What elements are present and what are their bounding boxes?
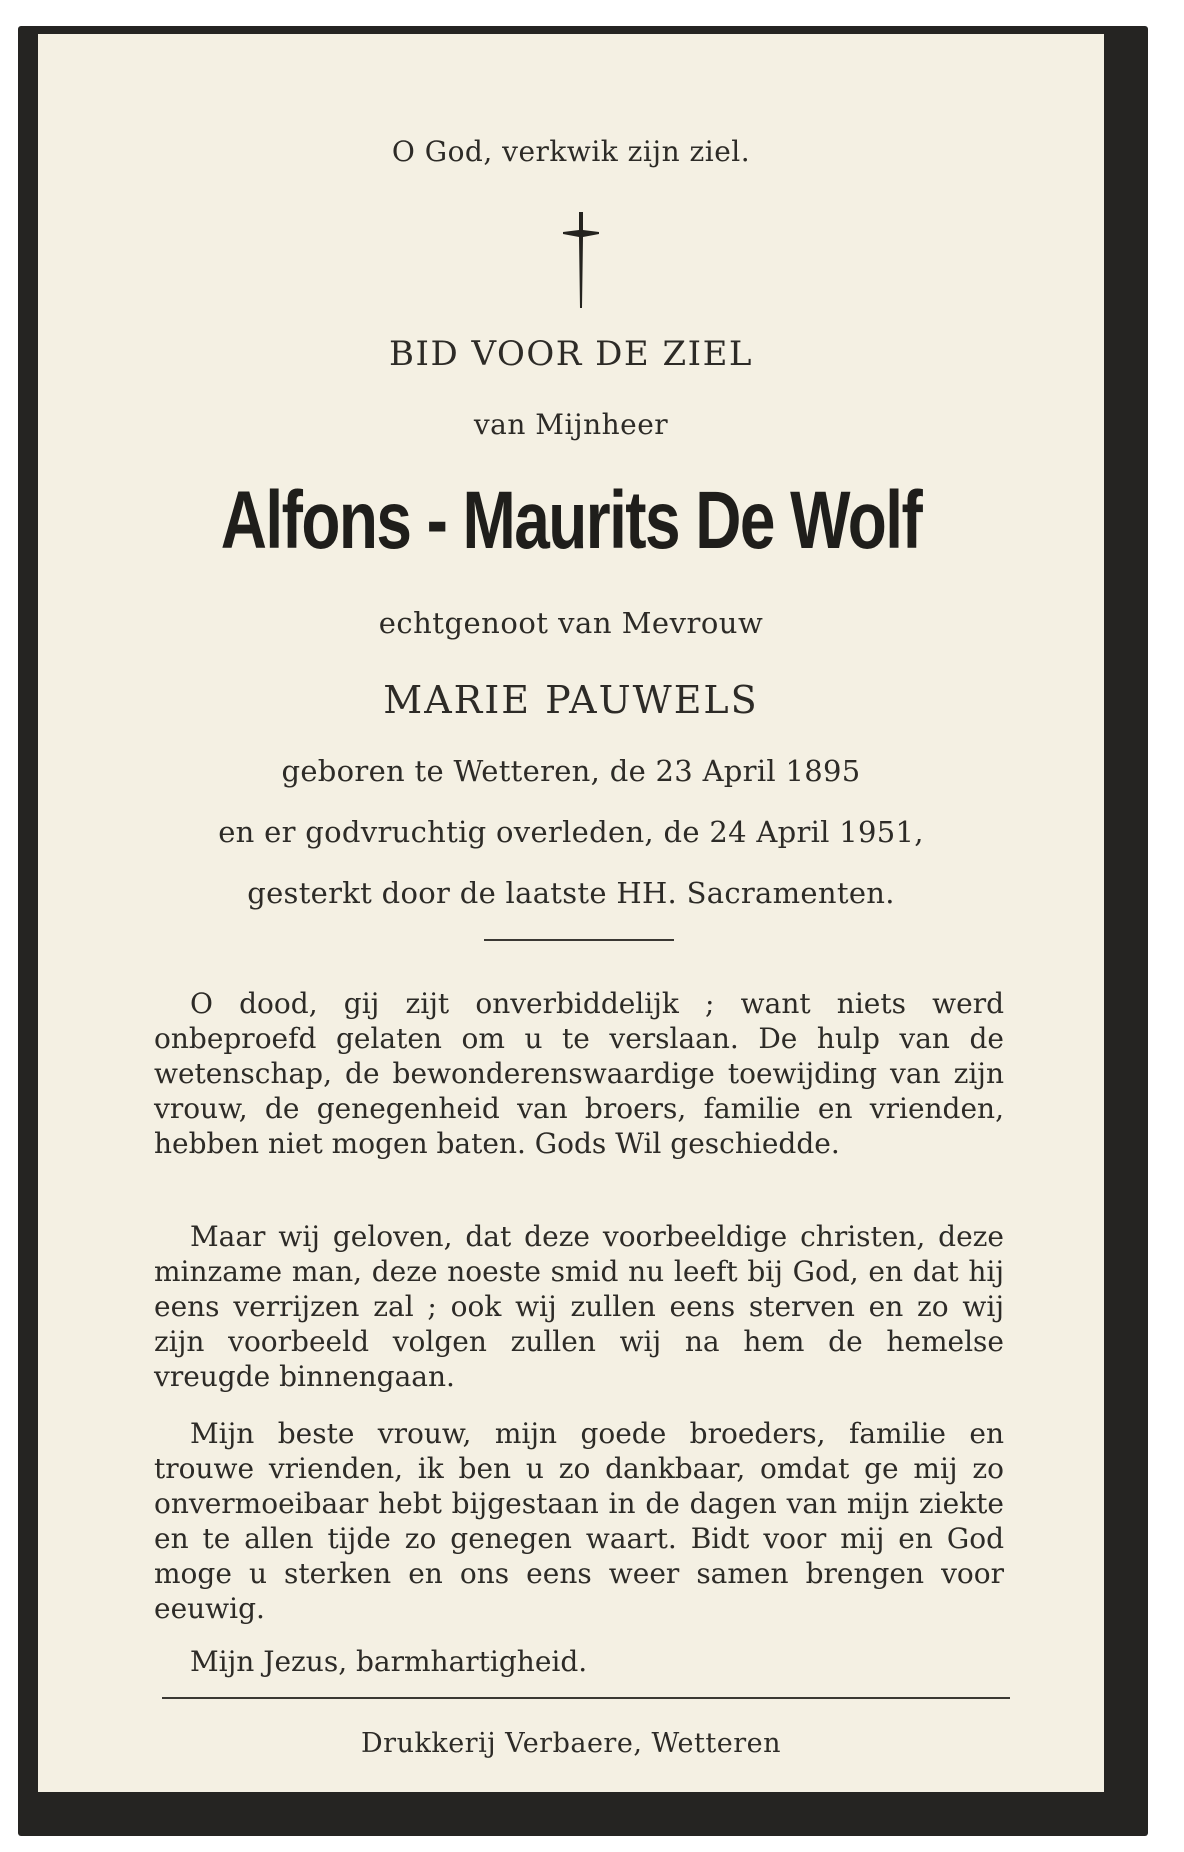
- deceased-name: Alfons - Maurits De Wolf: [220, 475, 922, 566]
- sacraments-line: gesterkt door de laatste HH. Sacramenten.: [247, 876, 895, 910]
- spouse-name: MARIE PAUWELS: [383, 678, 759, 722]
- card-content: [38, 34, 1104, 1792]
- cross-icon: [561, 212, 601, 308]
- opening-prayer: O God, verkwik zijn ziel.: [391, 135, 751, 168]
- death-line: en er godvruchtig overleden, de 24 April 1951,: [218, 815, 924, 849]
- paragraph-death: O dood, gij zijt onverbiddelijk ; want niets werd onbeproefd gelaten om u te verslaan. De hulp van de wetenschap, de bewonderenswaardige toewijding van zijn vrouw, de genegenheid van broers, familie en vrienden, hebben niet mogen baten. Gods Wil geschiedde.: [154, 987, 1004, 1160]
- honorific: van Mijnheer: [473, 408, 669, 441]
- long-divider: [162, 1697, 1010, 1699]
- printer-credit: Drukkerij Verbaere, Wetteren: [361, 1728, 781, 1759]
- prayer-heading: BID VOOR DE ZIEL: [389, 334, 753, 374]
- paragraph-faith: Maar wij geloven, dat deze voorbeeldige christen, deze minzame man, deze noeste smid nu leeft bij God, en dat hij eens verrijzen zal ; ook wij zullen eens sterven en zo wij zijn voorbeeld volgen zullen wij na hem de hemelse vreugde binnengaan.: [154, 1220, 1004, 1393]
- paragraph-thanks: Mijn beste vrouw, mijn goede broeders, familie en trouwe vrienden, ik ben u zo dankbaar, omdat ge mij zo onvermoeibaar hebt bijgestaan in de dagen van mijn ziekte en te allen tijde zo genegen waart. Bidt voor mij en God moge u sterken en ons eens weer samen brengen voor eeuwig.: [154, 1417, 1004, 1625]
- memorial-card: [38, 34, 1104, 1792]
- spouse-intro: echtgenoot van Mevrouw: [378, 606, 764, 640]
- closing-prayer: Mijn Jezus, barmhartigheid.: [190, 1645, 588, 1678]
- short-divider: [484, 939, 674, 941]
- birth-line: geboren te Wetteren, de 23 April 1895: [281, 754, 861, 788]
